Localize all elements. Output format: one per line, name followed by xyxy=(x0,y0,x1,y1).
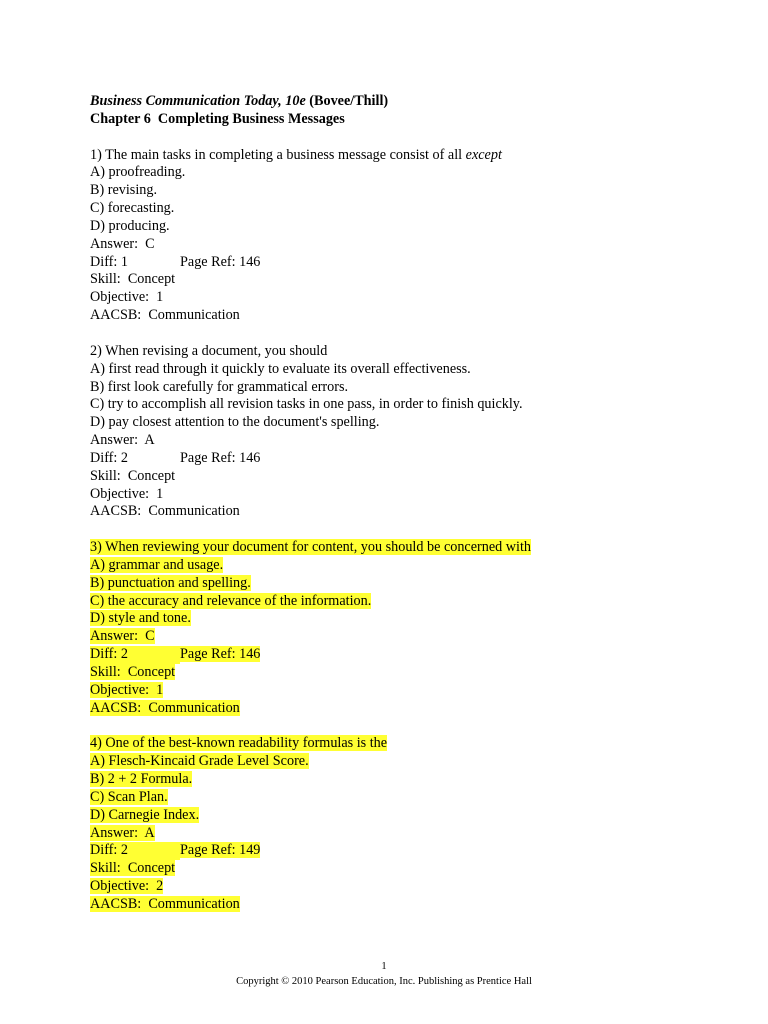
option-d: D) producing. xyxy=(90,217,170,234)
document-body xyxy=(90,93,730,914)
spacer xyxy=(90,718,730,736)
skill: Skill: Concept xyxy=(90,271,176,288)
aacsb xyxy=(90,700,730,718)
option-a: A) proofreading. xyxy=(90,164,186,181)
answer xyxy=(90,628,730,646)
option-d xyxy=(90,610,730,628)
question-stem: 2) When revising a document, you should xyxy=(90,342,328,359)
difficulty: Diff: 2 xyxy=(90,646,180,664)
skill xyxy=(90,860,730,878)
book-authors: (Bovee/Thill) xyxy=(305,93,389,109)
question-stem-emphasis: except xyxy=(465,146,502,163)
highlighted-text: A) grammar and usage. xyxy=(90,556,224,573)
objective: Objective: 1 xyxy=(90,485,164,502)
difficulty: Diff: 1 xyxy=(90,253,128,270)
highlighted-text: B) 2 + 2 Formula. xyxy=(90,771,193,788)
page-ref: Page Ref: 146 xyxy=(180,449,261,466)
answer: Answer: A xyxy=(90,432,155,449)
page-ref: Page Ref: 146 xyxy=(180,253,261,270)
page-ref: Page Ref: 149 xyxy=(180,842,261,859)
objective xyxy=(90,878,730,896)
question-4 xyxy=(90,735,730,913)
highlighted-text: Answer: A xyxy=(90,824,155,841)
option-b: B) revising. xyxy=(90,182,157,199)
highlighted-text: Answer: C xyxy=(90,628,155,645)
highlighted-text: 3) When reviewing your document for content, you should be concerned with xyxy=(90,539,532,556)
aacsb: AACSB: Communication xyxy=(90,307,240,324)
highlighted-text: C) Scan Plan. xyxy=(90,788,168,805)
skill: Skill: Concept xyxy=(90,467,176,484)
page-ref: Page Ref: 146 xyxy=(180,646,261,663)
option-c: C) forecasting. xyxy=(90,200,175,217)
option-a xyxy=(90,753,730,771)
option-a: A) first read through it quickly to evaluate its overall effectiveness. xyxy=(90,360,471,377)
book-title: Business Communication Today, 10e xyxy=(90,93,306,109)
option-c: C) try to accomplish all revision tasks in one pass, in order to finish quickly. xyxy=(90,396,523,413)
highlighted-text: 4) One of the best-known readability formulas is the xyxy=(90,735,388,752)
diff-line xyxy=(90,646,730,664)
highlighted-text: Skill: Concept xyxy=(90,664,176,680)
highlighted-text: D) style and tone. xyxy=(90,610,191,627)
diff-line xyxy=(90,450,730,468)
aacsb xyxy=(90,896,730,914)
highlighted-text: B) punctuation and spelling. xyxy=(90,574,251,591)
question-1 xyxy=(90,147,730,325)
highlighted-text: AACSB: Communication xyxy=(90,895,240,912)
diff-line xyxy=(90,254,730,272)
difficulty: Diff: 2 xyxy=(90,449,128,466)
skill xyxy=(90,664,730,682)
answer: Answer: C xyxy=(90,235,155,252)
highlighted-text: Skill: Concept xyxy=(90,860,176,877)
objective: Objective: 1 xyxy=(90,289,164,306)
question-stem xyxy=(90,147,730,165)
aacsb: AACSB: Communication xyxy=(90,503,240,520)
highlighted-text: Objective: 1 xyxy=(90,681,164,698)
option-b xyxy=(90,575,730,593)
difficulty: Diff: 2 xyxy=(90,842,180,860)
spacer xyxy=(90,521,730,539)
page-number: 1 xyxy=(381,961,387,972)
spacer xyxy=(90,129,730,147)
chapter-title: Chapter 6 Completing Business Messages xyxy=(90,110,345,127)
highlighted-text: AACSB: Communication xyxy=(90,699,240,716)
question-stem xyxy=(90,735,730,753)
highlighted-text: D) Carnegie Index. xyxy=(90,806,200,823)
question-stem-text: 1) The main tasks in completing a business message consist of all xyxy=(90,146,466,163)
answer xyxy=(90,825,730,843)
book-title-line xyxy=(90,93,730,111)
option-d: D) pay closest attention to the document's spelling. xyxy=(90,414,380,431)
question-stem xyxy=(90,539,730,557)
option-a xyxy=(90,557,730,575)
option-b xyxy=(90,771,730,789)
question-3 xyxy=(90,539,730,717)
option-d xyxy=(90,807,730,825)
highlighted-text: A) Flesch-Kincaid Grade Level Score. xyxy=(90,753,309,770)
highlighted-text: C) the accuracy and relevance of the information. xyxy=(90,592,372,609)
option-c xyxy=(90,789,730,807)
spacer xyxy=(90,325,730,343)
option-c xyxy=(90,593,730,611)
question-2 xyxy=(90,343,730,521)
highlighted-text: Objective: 2 xyxy=(90,878,164,895)
copyright-notice: Copyright © 2010 Pearson Education, Inc. Publishing as Prentice Hall xyxy=(236,976,532,987)
objective xyxy=(90,682,730,700)
option-b: B) first look carefully for grammatical errors. xyxy=(90,378,349,395)
diff-line xyxy=(90,842,730,860)
